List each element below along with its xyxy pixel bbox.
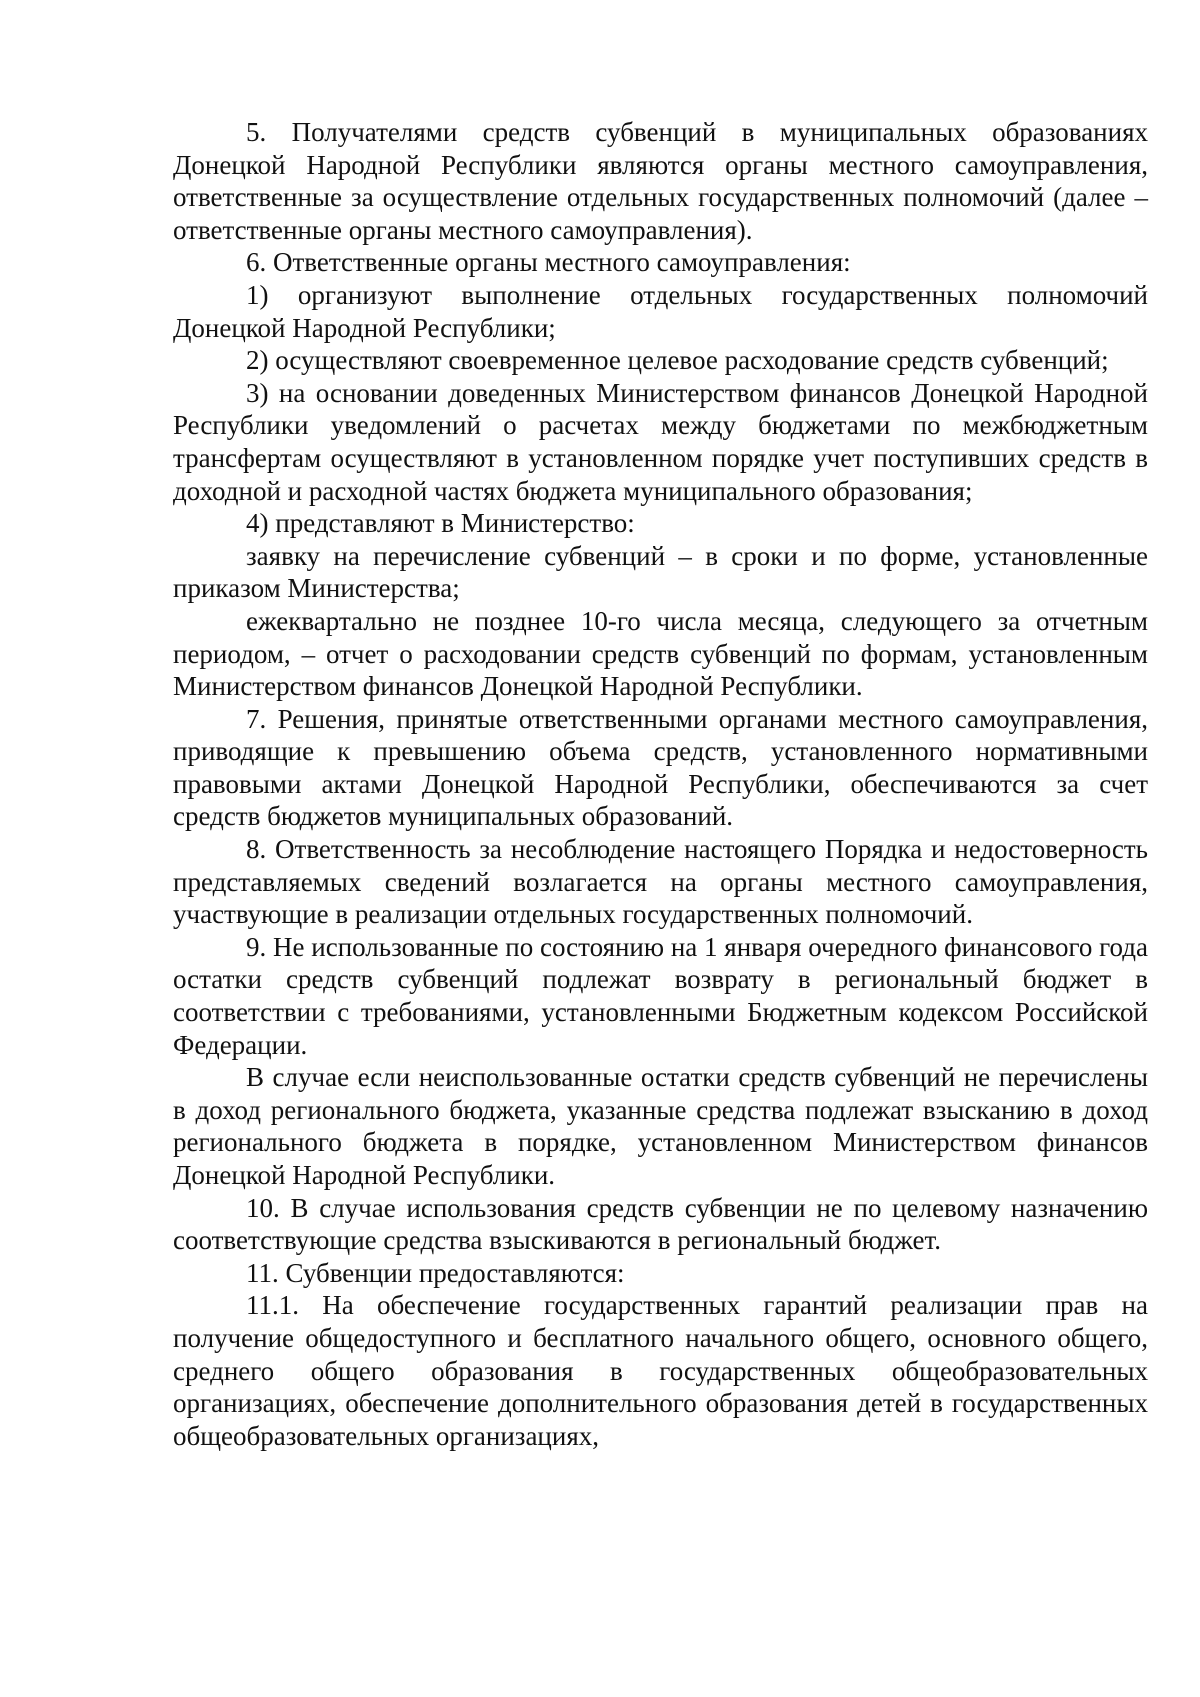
paragraph-9: 9. Не использованные по состоянию на 1 января очередного финансового года остатки средств субвенций подлежат возврату в региональный бюджет в соответствии с требованиями, установленными Бюджетным кодексом Российской Федерации. [173, 931, 1148, 1060]
paragraph-10: 10. В случае использования средств субвенции не по целевому назначению соответствующие средства взыскиваются в региональный бюджет. [173, 1192, 1148, 1256]
paragraph-8: 8. Ответственность за несоблюдение настоящего Порядка и недостоверность представляемых сведений возлагается на органы местного самоуправления, участвующие в реализации отдельных государственных полномочий. [173, 834, 1148, 930]
paragraph-7: 7. Решения, принятые ответственными органами местного самоуправления, приводящие к превышению объема средств, установленного нормативными правовыми актами Донецкой Народной Республики, обеспечиваются за счет средств бюджетов муниципальных образований. [173, 703, 1148, 832]
paragraph-6-item-4: 4) представляют в Министерство: [246, 508, 635, 539]
paragraph-9-continuation: В случае если неиспользованные остатки средств субвенций не перечислены в доход регионального бюджета, указанные средства подлежат взысканию в доход регионального бюджета в порядке, установленном Министерством финансов Донецкой Народной Республики. [173, 1062, 1148, 1190]
paragraph-6-item-4-report: ежеквартально не позднее 10-го числа месяца, следующего за отчетным периодом, – отчет о расходовании средств субвенций по формам, установленным Министерством финансов Донецкой Народной Республики. [173, 605, 1148, 702]
paragraph-11-1: 11.1. На обеспечение государственных гарантий реализации прав на получение общедоступного и бесплатного начального общего, основного общего, среднего общего образования в государственных общеобразовательных организациях, обеспечение дополнительного образования детей в государственных общеобразовательных организациях, [173, 1290, 1148, 1451]
paragraph-6-item-2: 2) осуществляют своевременное целевое расходование средств субвенций; [246, 345, 1109, 376]
paragraph-11: 11. Субвенции предоставляются: [246, 1257, 625, 1288]
paragraph-6-item-4-application: заявку на перечисление субвенций – в сроки и по форме, установленные приказом Министерства; [173, 540, 1148, 604]
paragraph-5: 5. Получателями средств субвенций в муниципальных образованиях Донецкой Народной Республики являются органы местного самоуправления, ответственные за осуществление отдельных государственных полномочий (далее – ответственные органы местного самоуправления). [173, 117, 1148, 245]
paragraph-6-item-1: 1) организуют выполнение отдельных государственных полномочий Донецкой Народной Республики; [173, 279, 1148, 343]
document-body [173, 116, 1148, 1452]
paragraph-6: 6. Ответственные органы местного самоуправления: [246, 247, 851, 278]
paragraph-6-item-3: 3) на основании доведенных Министерством финансов Донецкой Народной Республики уведомлений о расчетах между бюджетами по межбюджетным трансфертам осуществляют в установленном порядке учет поступивших средств в доходной и расходной частях бюджета муниципального образования; [173, 377, 1148, 506]
